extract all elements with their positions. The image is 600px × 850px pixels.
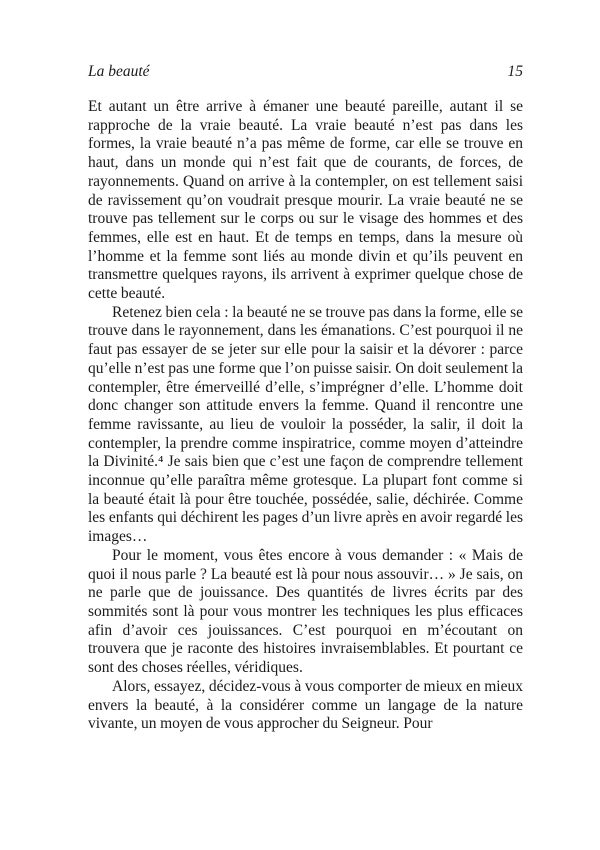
page-body bbox=[88, 98, 523, 734]
paragraph: Retenez bien cela : la beauté ne se trouve pas dans la forme, elle se trouve dans le rayonnement, dans les émanations. C’est pourquoi il ne faut pas essayer de se jeter sur elle pour la saisir et la dévorer : parce qu’elle n’est pas une forme que l’on puisse saisir. On doit seulement la contempler, être émerveillé d’elle, s’imprégner d’elle. L’homme doit donc changer son attitude envers la femme. Quand il rencontre une femme ravissante, au lieu de vouloir la posséder, la salir, il doit la contempler, la prendre comme inspiratrice, comme moyen d’atteindre la Divinité.⁴ Je sais bien que c’est une façon de comprendre tellement inconnue qu’elle paraîtra même grotesque. La plupart font comme si la beauté était là pour être touchée, possédée, salie, déchirée. Comme les enfants qui déchirent les pages d’un livre après en avoir regardé les images… bbox=[88, 303, 523, 546]
paragraph: Et autant un être arrive à émaner une beauté pareille, autant il se rapproche de la vraie beauté. La vraie beauté n’est pas dans les formes, la vraie beauté n’a pas même de forme, car elle se trouve en haut, dans un monde qui n’est fait que de courants, de forces, de rayonnements. Quand on arrive à la contempler, on est tellement saisi de ravissement qu’on voudrait presque mourir. La vraie beauté ne se trouve pas tellement sur le corps ou sur le visage des hommes et des femmes, elle est en haut. Et de temps en temps, dans la mesure où l’homme et la femme sont liés au monde divin et qu’ils peuvent en transmettre quelques rayons, ils arrivent à exprimer quelque chose de cette beauté. bbox=[88, 98, 523, 303]
paragraph: Pour le moment, vous êtes encore à vous demander : « Mais de quoi il nous parle ? La beauté est là pour nous assouvir… » Je sais, on ne parle que de jouissance. Des quantités de livres écrits par des sommités sont là pour vous montrer les techniques les plus efficaces afin d’avoir ces jouissances. C’est pourquoi en m’écoutant on trouvera que je raconte des histoires invraisemblables. Et pourtant ce sont des choses réelles, véridiques. bbox=[88, 546, 523, 677]
chapter-title: La beauté bbox=[88, 63, 150, 80]
paragraph: Alors, essayez, décidez-vous à vous comporter de mieux en mieux envers la beauté, à la considérer comme un langage de la nature vivante, un moyen de vous approcher du Seigneur. Pour bbox=[88, 677, 523, 733]
running-header bbox=[88, 62, 523, 81]
page-content bbox=[88, 62, 523, 734]
page-number: 15 bbox=[507, 63, 523, 80]
